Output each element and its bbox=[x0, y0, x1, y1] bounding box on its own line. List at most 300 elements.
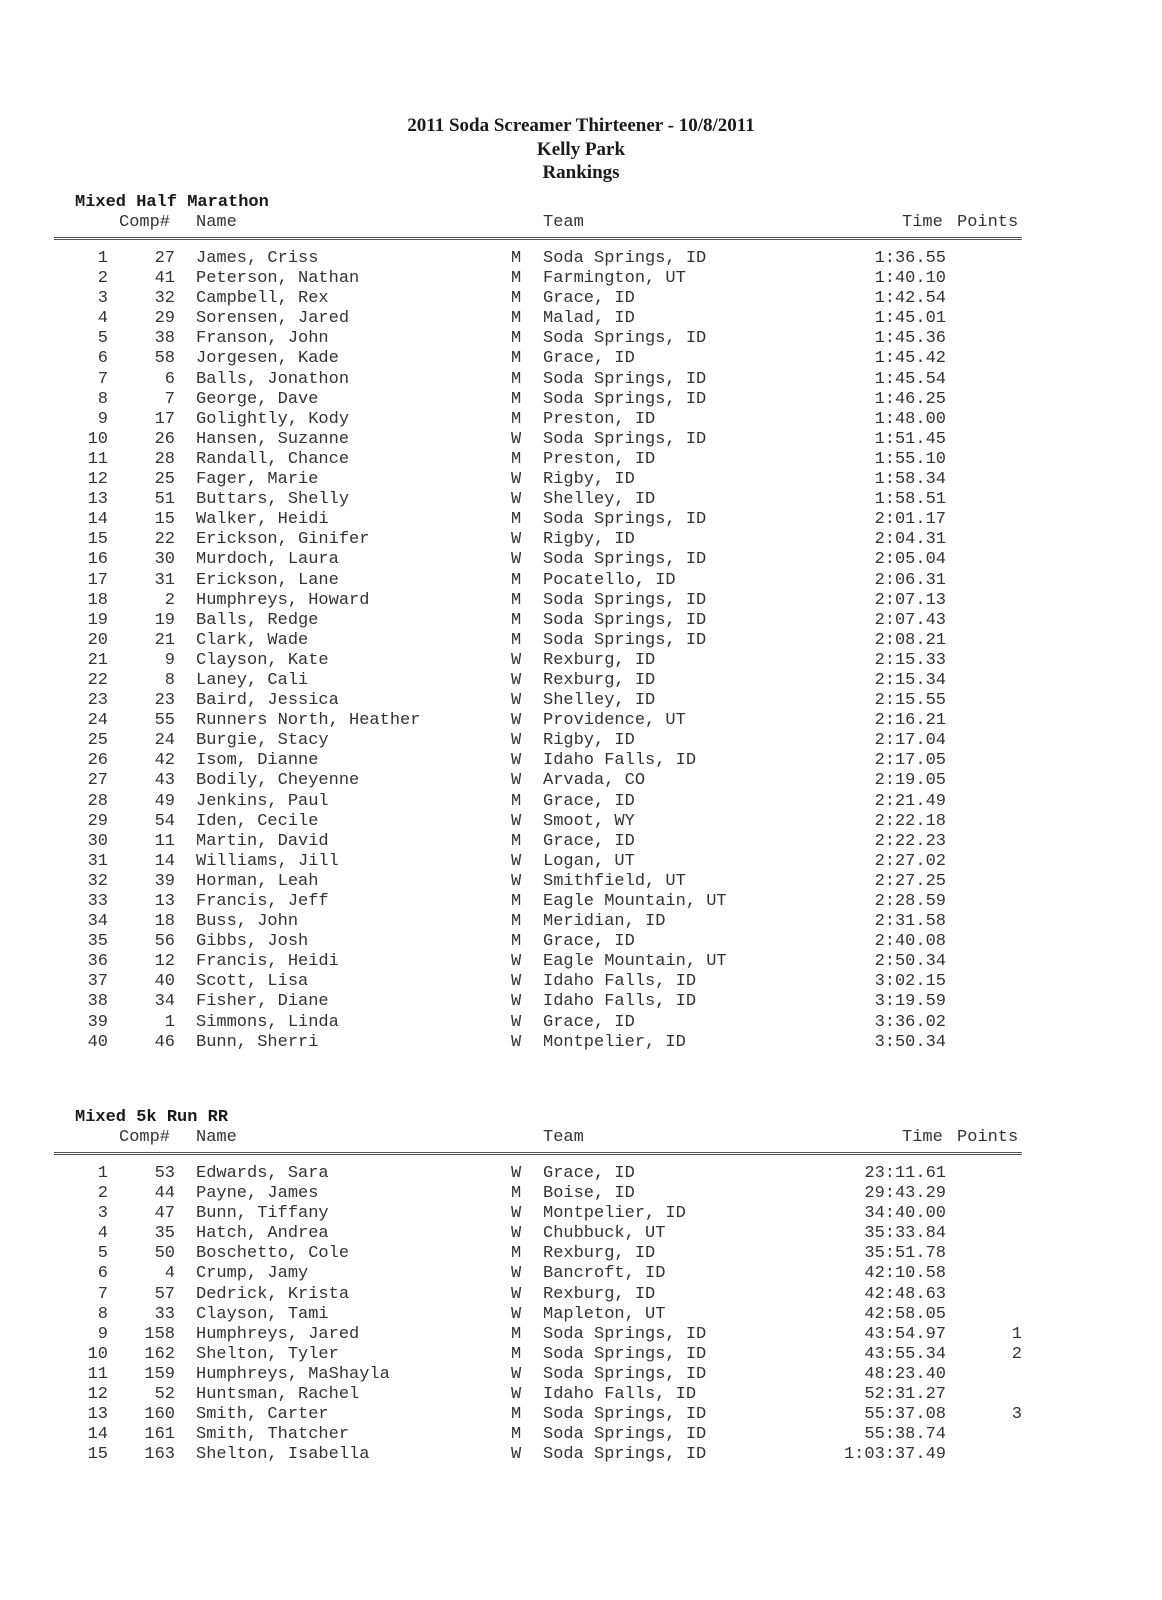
team-cell: Soda Springs, ID bbox=[543, 329, 707, 349]
time-cell: 2:21.49 bbox=[874, 791, 946, 811]
comp-number-cell: 41 bbox=[154, 269, 175, 289]
comp-number-cell: 19 bbox=[154, 610, 175, 630]
comp-number-cell: 18 bbox=[154, 912, 175, 932]
points-cell: 2 bbox=[1011, 1344, 1022, 1364]
comp-number-cell: 55 bbox=[154, 711, 175, 731]
time-cell: 1:46.25 bbox=[874, 389, 946, 409]
team-cell: Eagle Mountain, UT bbox=[543, 952, 727, 972]
comp-number-cell: 51 bbox=[154, 490, 175, 510]
sex-cell: M bbox=[511, 570, 522, 590]
time-cell: 29:43.29 bbox=[864, 1184, 946, 1204]
table-row bbox=[0, 510, 1162, 530]
comp-number-cell: 161 bbox=[144, 1425, 175, 1445]
place-cell: 34 bbox=[87, 912, 108, 932]
table-row bbox=[0, 972, 1162, 992]
comp-number-cell: 58 bbox=[154, 349, 175, 369]
sex-cell: M bbox=[511, 912, 522, 932]
table-row bbox=[0, 1224, 1162, 1244]
time-cell: 2:08.21 bbox=[874, 630, 946, 650]
team-cell: Malad, ID bbox=[543, 309, 635, 329]
time-cell: 1:55.10 bbox=[874, 449, 946, 469]
comp-number-cell: 56 bbox=[154, 932, 175, 952]
table-row bbox=[0, 751, 1162, 771]
name-cell: Francis, Jeff bbox=[196, 892, 329, 911]
comp-number-cell: 9 bbox=[164, 650, 175, 670]
table-row bbox=[0, 611, 1162, 631]
comp-number-cell: 31 bbox=[154, 570, 175, 590]
name-cell: Peterson, Nathan bbox=[196, 269, 360, 289]
table-row bbox=[0, 1013, 1162, 1033]
comp-number-cell: 160 bbox=[144, 1405, 175, 1425]
time-cell: 43:55.34 bbox=[864, 1344, 946, 1364]
team-cell: Soda Springs, ID bbox=[543, 1324, 707, 1344]
section-title: Mixed Half Marathon bbox=[75, 193, 269, 212]
comp-number-cell: 32 bbox=[154, 289, 175, 309]
team-cell: Grace, ID bbox=[543, 1164, 635, 1183]
comp-number-cell: 33 bbox=[154, 1304, 175, 1324]
place-cell: 13 bbox=[87, 490, 108, 510]
table-row bbox=[0, 1033, 1162, 1053]
comp-number-cell: 17 bbox=[154, 409, 175, 429]
time-cell: 2:27.02 bbox=[874, 851, 946, 871]
team-cell: Montpelier, ID bbox=[543, 1032, 686, 1052]
name-cell: George, Dave bbox=[196, 389, 319, 409]
comp-number-cell: 28 bbox=[154, 449, 175, 469]
name-cell: Golightly, Kody bbox=[196, 409, 350, 429]
comp-number-cell: 1 bbox=[164, 1012, 175, 1032]
points-column-header: Points bbox=[957, 1128, 1019, 1147]
time-cell: 42:58.05 bbox=[864, 1304, 946, 1324]
comp-number-cell: 13 bbox=[154, 892, 175, 911]
comp-number-cell: 40 bbox=[154, 972, 175, 992]
time-cell: 55:38.74 bbox=[864, 1425, 946, 1445]
name-cell: Horman, Leah bbox=[196, 871, 319, 891]
sex-cell: M bbox=[511, 892, 522, 911]
time-cell: 1:51.45 bbox=[874, 429, 946, 449]
team-cell: Bancroft, ID bbox=[543, 1264, 666, 1284]
place-cell: 27 bbox=[87, 771, 108, 791]
sex-cell: W bbox=[511, 731, 522, 751]
place-cell: 11 bbox=[87, 449, 108, 469]
comp-number-cell: 8 bbox=[164, 670, 175, 690]
team-column-header: Team bbox=[543, 1128, 584, 1147]
comp-number-cell: 47 bbox=[154, 1204, 175, 1224]
table-row bbox=[0, 691, 1162, 711]
sex-cell: W bbox=[511, 811, 522, 831]
place-cell: 19 bbox=[87, 610, 108, 630]
sex-cell: W bbox=[511, 1012, 522, 1032]
table-row bbox=[0, 1385, 1162, 1405]
table-row bbox=[0, 651, 1162, 671]
table-row bbox=[0, 992, 1162, 1012]
time-cell: 2:17.05 bbox=[874, 751, 946, 771]
time-cell: 2:22.18 bbox=[874, 811, 946, 831]
name-cell: Boschetto, Cole bbox=[196, 1244, 350, 1264]
team-cell: Soda Springs, ID bbox=[543, 389, 707, 409]
name-cell: Bunn, Tiffany bbox=[196, 1204, 329, 1224]
table-row bbox=[0, 631, 1162, 651]
name-cell: Shelton, Isabella bbox=[196, 1445, 370, 1465]
comp-number-cell: 14 bbox=[154, 851, 175, 871]
comp-number-cell: 162 bbox=[144, 1344, 175, 1364]
sex-cell: M bbox=[511, 409, 522, 429]
time-cell: 34:40.00 bbox=[864, 1204, 946, 1224]
place-cell: 21 bbox=[87, 650, 108, 670]
table-row bbox=[0, 1244, 1162, 1264]
sex-cell: M bbox=[511, 1405, 522, 1425]
time-cell: 2:28.59 bbox=[874, 892, 946, 911]
comp-number-cell: 35 bbox=[154, 1224, 175, 1244]
team-cell: Montpelier, ID bbox=[543, 1204, 686, 1224]
name-cell: Smith, Carter bbox=[196, 1405, 329, 1425]
place-cell: 26 bbox=[87, 751, 108, 771]
name-cell: Scott, Lisa bbox=[196, 972, 309, 992]
team-cell: Soda Springs, ID bbox=[543, 1344, 707, 1364]
place-cell: 6 bbox=[97, 349, 108, 369]
table-row bbox=[0, 912, 1162, 932]
comp-number-cell: 39 bbox=[154, 871, 175, 891]
name-cell: Runners North, Heather bbox=[196, 711, 421, 731]
place-cell: 15 bbox=[87, 530, 108, 550]
name-cell: Baird, Jessica bbox=[196, 691, 339, 711]
team-cell: Rexburg, ID bbox=[543, 1284, 656, 1304]
time-cell: 3:19.59 bbox=[874, 992, 946, 1012]
table-row bbox=[0, 1425, 1162, 1445]
table-row bbox=[0, 1445, 1162, 1465]
sex-cell: W bbox=[511, 550, 522, 570]
time-cell: 2:27.25 bbox=[874, 871, 946, 891]
name-cell: Walker, Heidi bbox=[196, 510, 329, 530]
document-header bbox=[0, 114, 1162, 185]
team-cell: Pocatello, ID bbox=[543, 570, 676, 590]
time-cell: 48:23.40 bbox=[864, 1364, 946, 1384]
comp-number-cell: 11 bbox=[154, 831, 175, 851]
column-header-row bbox=[0, 213, 1162, 233]
name-cell: Fisher, Diane bbox=[196, 992, 329, 1012]
time-cell: 42:10.58 bbox=[864, 1264, 946, 1284]
team-cell: Arvada, CO bbox=[543, 771, 646, 791]
team-cell: Providence, UT bbox=[543, 711, 686, 731]
sex-cell: M bbox=[511, 1184, 522, 1204]
name-cell: Iden, Cecile bbox=[196, 811, 319, 831]
place-cell: 4 bbox=[97, 1224, 108, 1244]
sex-cell: W bbox=[511, 952, 522, 972]
place-cell: 5 bbox=[97, 329, 108, 349]
name-cell: Jorgesen, Kade bbox=[196, 349, 339, 369]
place-cell: 31 bbox=[87, 851, 108, 871]
time-cell: 2:04.31 bbox=[874, 530, 946, 550]
team-cell: Rexburg, ID bbox=[543, 670, 656, 690]
comp-number-cell: 25 bbox=[154, 470, 175, 490]
team-cell: Idaho Falls, ID bbox=[543, 751, 697, 771]
sex-cell: W bbox=[511, 851, 522, 871]
results-table bbox=[0, 1164, 1162, 1465]
table-row bbox=[0, 1325, 1162, 1345]
time-cell: 2:06.31 bbox=[874, 570, 946, 590]
place-cell: 10 bbox=[87, 1344, 108, 1364]
place-cell: 13 bbox=[87, 1405, 108, 1425]
place-cell: 3 bbox=[97, 1204, 108, 1224]
sex-cell: W bbox=[511, 1164, 522, 1183]
points-cell: 3 bbox=[1011, 1405, 1022, 1425]
name-cell: Gibbs, Josh bbox=[196, 932, 309, 952]
place-cell: 7 bbox=[97, 369, 108, 389]
team-cell: Mapleton, UT bbox=[543, 1304, 666, 1324]
time-cell: 2:07.43 bbox=[874, 610, 946, 630]
place-cell: 11 bbox=[87, 1364, 108, 1384]
table-row bbox=[0, 269, 1162, 289]
name-cell: Bodily, Cheyenne bbox=[196, 771, 360, 791]
event-title: 2011 Soda Screamer Thirteener - 10/8/2011 bbox=[407, 115, 755, 136]
place-cell: 10 bbox=[87, 429, 108, 449]
time-cell: 1:45.54 bbox=[874, 369, 946, 389]
team-cell: Meridian, ID bbox=[543, 912, 666, 932]
name-cell: Erickson, Lane bbox=[196, 570, 339, 590]
place-cell: 28 bbox=[87, 791, 108, 811]
team-cell: Soda Springs, ID bbox=[543, 630, 707, 650]
table-row bbox=[0, 1365, 1162, 1385]
table-row bbox=[0, 309, 1162, 329]
table-row bbox=[0, 932, 1162, 952]
comp-number-cell: 163 bbox=[144, 1445, 175, 1465]
sex-cell: M bbox=[511, 610, 522, 630]
place-cell: 8 bbox=[97, 389, 108, 409]
section-title: Mixed 5k Run RR bbox=[75, 1108, 229, 1127]
team-cell: Soda Springs, ID bbox=[543, 1405, 707, 1425]
comp-number-cell: 21 bbox=[154, 630, 175, 650]
name-cell: Hatch, Andrea bbox=[196, 1224, 329, 1244]
team-cell: Smithfield, UT bbox=[543, 871, 686, 891]
team-cell: Eagle Mountain, UT bbox=[543, 892, 727, 911]
time-cell: 35:33.84 bbox=[864, 1224, 946, 1244]
place-cell: 8 bbox=[97, 1304, 108, 1324]
comp-number-cell: 52 bbox=[154, 1385, 175, 1405]
name-cell: Humphreys, Howard bbox=[196, 590, 370, 610]
team-cell: Idaho Falls, ID bbox=[543, 992, 697, 1012]
time-column-header: Time bbox=[902, 1128, 943, 1147]
time-cell: 52:31.27 bbox=[864, 1385, 946, 1405]
team-cell: Idaho Falls, ID bbox=[543, 1385, 697, 1405]
document-subtitle: Rankings bbox=[542, 162, 620, 183]
time-cell: 1:58.34 bbox=[874, 470, 946, 490]
place-cell: 18 bbox=[87, 590, 108, 610]
sex-cell: W bbox=[511, 650, 522, 670]
comp-number-cell: 29 bbox=[154, 309, 175, 329]
team-cell: Soda Springs, ID bbox=[543, 590, 707, 610]
place-cell: 12 bbox=[87, 1385, 108, 1405]
sex-cell: M bbox=[511, 289, 522, 309]
sex-cell: M bbox=[511, 630, 522, 650]
comp-number-cell: 49 bbox=[154, 791, 175, 811]
time-cell: 3:50.34 bbox=[874, 1032, 946, 1052]
time-cell: 2:19.05 bbox=[874, 771, 946, 791]
team-cell: Rigby, ID bbox=[543, 731, 635, 751]
name-cell: Randall, Chance bbox=[196, 449, 350, 469]
table-row bbox=[0, 812, 1162, 832]
team-cell: Preston, ID bbox=[543, 449, 656, 469]
time-cell: 1:45.01 bbox=[874, 309, 946, 329]
time-cell: 2:40.08 bbox=[874, 932, 946, 952]
time-cell: 2:07.13 bbox=[874, 590, 946, 610]
sex-cell: M bbox=[511, 831, 522, 851]
sex-cell: W bbox=[511, 691, 522, 711]
sex-cell: M bbox=[511, 590, 522, 610]
place-cell: 9 bbox=[97, 409, 108, 429]
team-cell: Soda Springs, ID bbox=[543, 1425, 707, 1445]
name-cell: Campbell, Rex bbox=[196, 289, 329, 309]
place-cell: 23 bbox=[87, 691, 108, 711]
team-cell: Idaho Falls, ID bbox=[543, 972, 697, 992]
sex-cell: W bbox=[511, 1204, 522, 1224]
table-row bbox=[0, 771, 1162, 791]
table-row bbox=[0, 470, 1162, 490]
team-cell: Chubbuck, UT bbox=[543, 1224, 666, 1244]
time-cell: 55:37.08 bbox=[864, 1405, 946, 1425]
results-table bbox=[0, 249, 1162, 1053]
team-cell: Boise, ID bbox=[543, 1184, 635, 1204]
table-row bbox=[0, 792, 1162, 812]
name-cell: Jenkins, Paul bbox=[196, 791, 329, 811]
place-cell: 12 bbox=[87, 470, 108, 490]
place-cell: 16 bbox=[87, 550, 108, 570]
comp-number-cell: 23 bbox=[154, 691, 175, 711]
team-cell: Grace, ID bbox=[543, 289, 635, 309]
place-cell: 32 bbox=[87, 871, 108, 891]
time-cell: 1:45.36 bbox=[874, 329, 946, 349]
time-cell: 2:05.04 bbox=[874, 550, 946, 570]
time-cell: 2:01.17 bbox=[874, 510, 946, 530]
table-row bbox=[0, 289, 1162, 309]
name-cell: Williams, Jill bbox=[196, 851, 339, 871]
name-cell: Balls, Redge bbox=[196, 610, 319, 630]
time-cell: 2:16.21 bbox=[874, 711, 946, 731]
name-cell: Humphreys, Jared bbox=[196, 1324, 360, 1344]
comp-number-cell: 22 bbox=[154, 530, 175, 550]
place-cell: 30 bbox=[87, 831, 108, 851]
sex-cell: W bbox=[511, 871, 522, 891]
team-cell: Grace, ID bbox=[543, 831, 635, 851]
event-location: Kelly Park bbox=[536, 138, 626, 160]
team-cell: Shelley, ID bbox=[543, 691, 656, 711]
time-cell: 2:17.04 bbox=[874, 731, 946, 751]
table-row bbox=[0, 329, 1162, 349]
sex-cell: M bbox=[511, 329, 522, 349]
header-separator bbox=[54, 1152, 1022, 1155]
sex-cell: M bbox=[511, 1324, 522, 1344]
name-cell: Edwards, Sara bbox=[196, 1164, 329, 1183]
table-row bbox=[0, 671, 1162, 691]
name-cell: Payne, James bbox=[196, 1184, 319, 1204]
time-cell: 2:15.33 bbox=[874, 650, 946, 670]
time-column-header: Time bbox=[902, 213, 943, 232]
name-cell: Murdoch, Laura bbox=[196, 550, 339, 570]
sex-cell: W bbox=[511, 1224, 522, 1244]
comp-number-cell: 38 bbox=[154, 329, 175, 349]
sex-cell: W bbox=[511, 670, 522, 690]
time-cell: 1:40.10 bbox=[874, 269, 946, 289]
comp-number-cell: 158 bbox=[144, 1324, 175, 1344]
time-cell: 1:36.55 bbox=[874, 249, 946, 268]
place-cell: 37 bbox=[87, 972, 108, 992]
table-row bbox=[0, 1345, 1162, 1365]
name-cell: Balls, Jonathon bbox=[196, 369, 350, 389]
comp-number-cell: 50 bbox=[154, 1244, 175, 1264]
name-cell: Francis, Heidi bbox=[196, 952, 339, 972]
place-cell: 33 bbox=[87, 892, 108, 911]
sex-cell: M bbox=[511, 1244, 522, 1264]
place-cell: 4 bbox=[97, 309, 108, 329]
comp-number-cell: 159 bbox=[144, 1364, 175, 1384]
sex-cell: W bbox=[511, 1284, 522, 1304]
sex-cell: M bbox=[511, 932, 522, 952]
time-cell: 42:48.63 bbox=[864, 1284, 946, 1304]
time-cell: 1:45.42 bbox=[874, 349, 946, 369]
sex-cell: M bbox=[511, 349, 522, 369]
name-cell: Franson, John bbox=[196, 329, 329, 349]
table-row bbox=[0, 892, 1162, 912]
time-cell: 3:02.15 bbox=[874, 972, 946, 992]
comp-number-cell: 6 bbox=[164, 369, 175, 389]
table-row bbox=[0, 349, 1162, 369]
sex-cell: W bbox=[511, 992, 522, 1012]
name-cell: Simmons, Linda bbox=[196, 1012, 339, 1032]
comp-number-cell: 34 bbox=[154, 992, 175, 1012]
table-row bbox=[0, 550, 1162, 570]
table-row bbox=[0, 490, 1162, 510]
comp-number-cell: 44 bbox=[154, 1184, 175, 1204]
place-cell: 38 bbox=[87, 992, 108, 1012]
table-row bbox=[0, 530, 1162, 550]
name-column-header: Name bbox=[196, 213, 237, 232]
time-cell: 1:58.51 bbox=[874, 490, 946, 510]
time-cell: 3:36.02 bbox=[874, 1012, 946, 1032]
team-cell: Logan, UT bbox=[543, 851, 635, 871]
comp-number-cell: 43 bbox=[154, 771, 175, 791]
points-column-header: Points bbox=[957, 213, 1019, 232]
sex-cell: W bbox=[511, 771, 522, 791]
sex-cell: M bbox=[511, 1344, 522, 1364]
comp-number-cell: 24 bbox=[154, 731, 175, 751]
comp-number-cell: 30 bbox=[154, 550, 175, 570]
name-cell: Huntsman, Rachel bbox=[196, 1385, 360, 1405]
team-cell: Grace, ID bbox=[543, 932, 635, 952]
comp-number-cell: 4 bbox=[164, 1264, 175, 1284]
team-column-header: Team bbox=[543, 213, 584, 232]
table-row bbox=[0, 450, 1162, 470]
table-row bbox=[0, 1264, 1162, 1284]
team-cell: Smoot, WY bbox=[543, 811, 635, 831]
sex-cell: W bbox=[511, 530, 522, 550]
team-cell: Shelley, ID bbox=[543, 490, 656, 510]
team-cell: Preston, ID bbox=[543, 409, 656, 429]
place-cell: 2 bbox=[97, 269, 108, 289]
time-cell: 2:15.34 bbox=[874, 670, 946, 690]
sex-cell: W bbox=[511, 1364, 522, 1384]
team-cell: Soda Springs, ID bbox=[543, 510, 707, 530]
time-cell: 2:31.58 bbox=[874, 912, 946, 932]
table-row bbox=[0, 370, 1162, 390]
table-row bbox=[0, 832, 1162, 852]
comp-number-cell: 12 bbox=[154, 952, 175, 972]
team-cell: Grace, ID bbox=[543, 349, 635, 369]
place-cell: 15 bbox=[87, 1445, 108, 1465]
table-row bbox=[0, 731, 1162, 751]
name-cell: Dedrick, Krista bbox=[196, 1284, 350, 1304]
table-row bbox=[0, 1285, 1162, 1305]
comp-number-cell: 2 bbox=[164, 590, 175, 610]
table-row bbox=[0, 852, 1162, 872]
team-cell: Soda Springs, ID bbox=[543, 610, 707, 630]
